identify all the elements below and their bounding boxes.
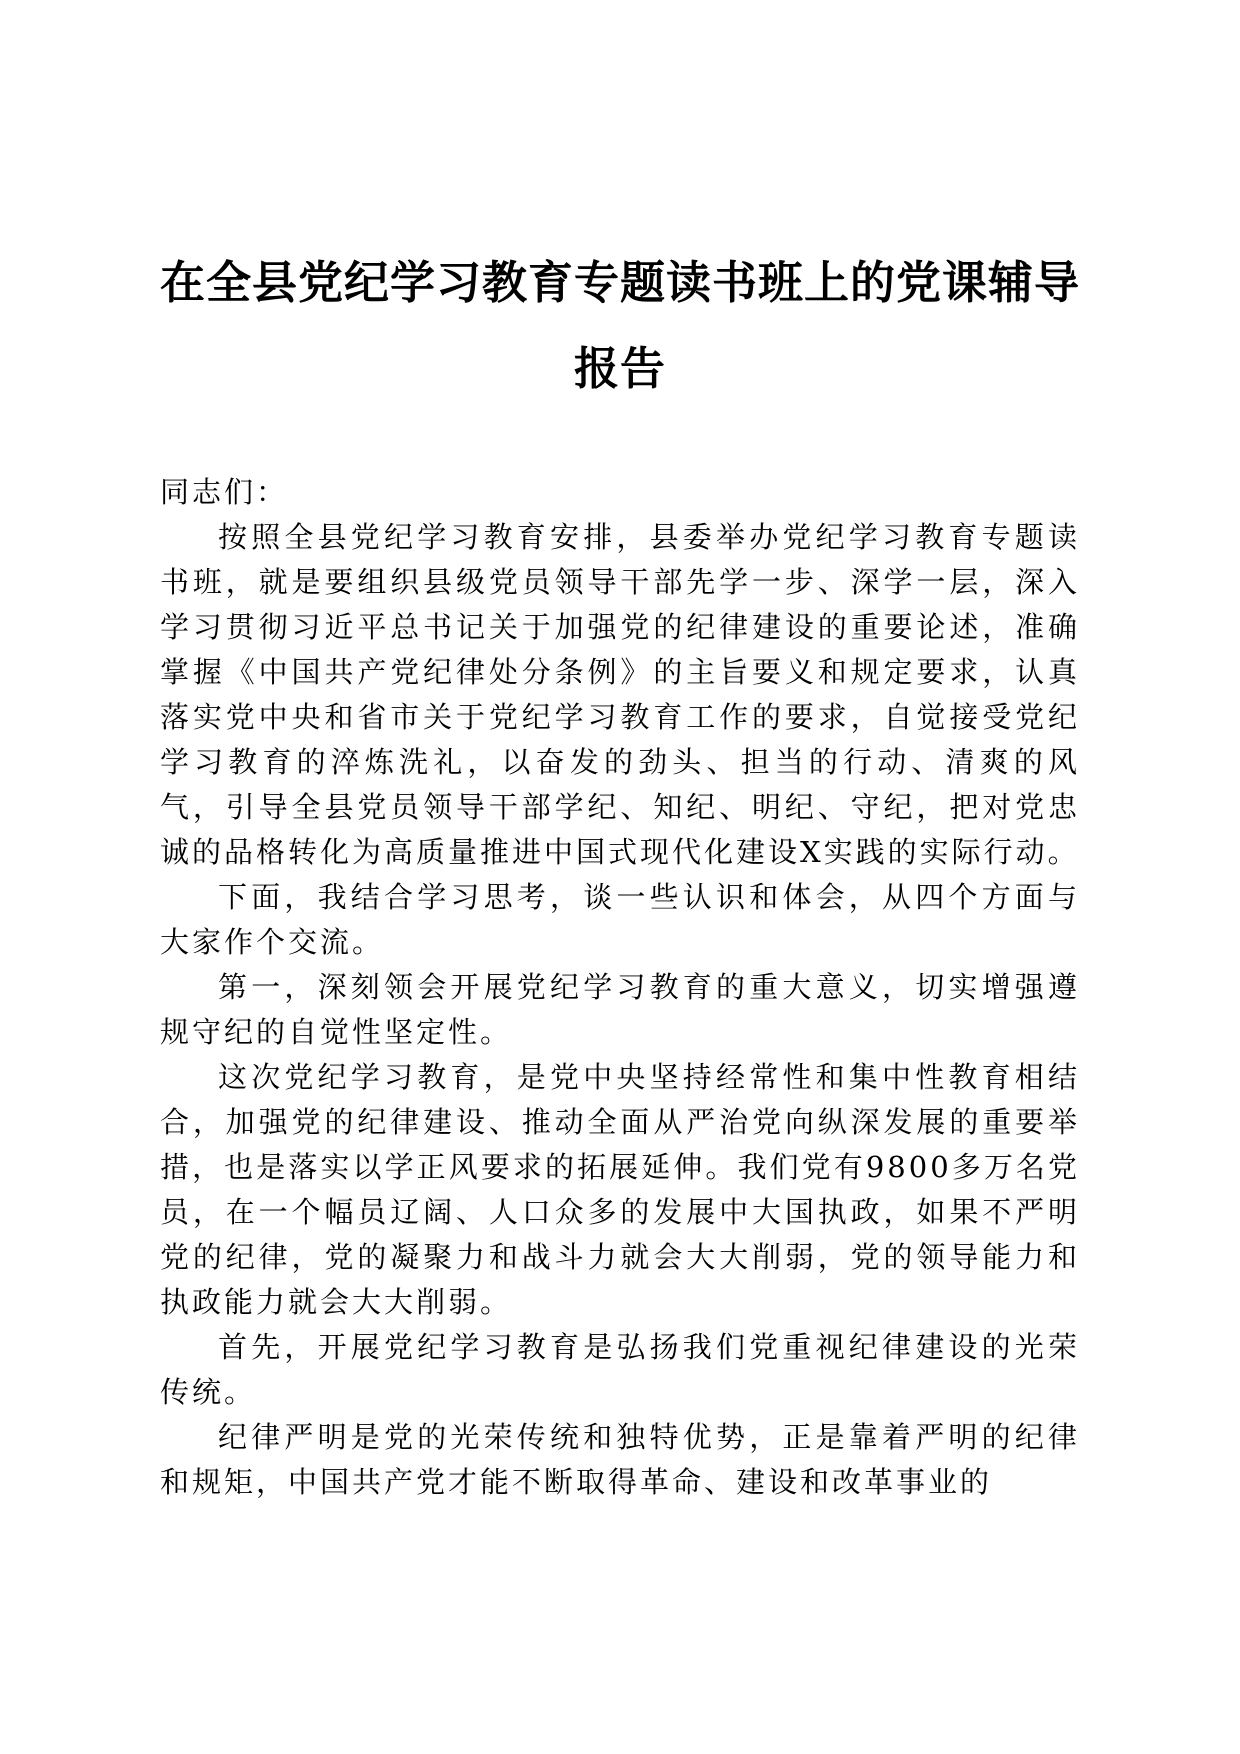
paragraph-3-heading: 第一，深刻领会开展党纪学习教育的重大意义，切实增强遵规守纪的自觉性坚定性。 <box>160 970 1080 1049</box>
paragraph-4: 这次党纪学习教育，是党中央坚持经常性和集中性教育相结合，加强党的纪律建设、推动全面从严治党向纵深发展的重要举措，也是落实以学正风要求的拓展延伸。我们党有9800多万名党员，在一个幅员辽阔、人口众多的发展中大国执政，如果不严明党的纪律，党的凝聚力和战斗力就会大大削弱，党的领导能力和执政能力就会大大削弱。 <box>160 1060 1080 1319</box>
paragraph-1: 按照全县党纪学习教育安排，县委举办党纪学习教育专题读书班，就是要组织县级党员领导干部先学一步、深学一层，深入学习贯彻习近平总书记关于加强党的纪律建设的重要论述，准确掌握《中国共产党纪律处分条例》的主旨要义和规定要求，认真落实党中央和省市关于党纪学习教育工作的要求，自觉接受党纪学习教育的淬炼洗礼，以奋发的劲头、担当的行动、清爽的风气，引导全县党员领导干部学纪、知纪、明纪、守纪，把对党忠诚的品格转化为高质量推进中国式现代化建设X实践的实际行动。 <box>160 520 1080 869</box>
title-line-1: 在全县党纪学习教育专题读书班上的党课辅导 <box>159 256 1080 309</box>
document-title <box>150 240 1090 412</box>
document-body <box>160 470 1080 1505</box>
paragraph-2: 下面，我结合学习思考，谈一些认识和体会，从四个方面与大家作个交流。 <box>160 880 1080 959</box>
paragraph-5-subheading: 首先，开展党纪学习教育是弘扬我们党重视纪律建设的光荣传统。 <box>160 1330 1080 1409</box>
title-line-2: 报告 <box>573 342 666 395</box>
salutation: 同志们： <box>160 475 289 509</box>
paragraph-6: 纪律严明是党的光荣传统和独特优势，正是靠着严明的纪律和规矩，中国共产党才能不断取得革命、建设和改革事业的 <box>160 1420 1080 1499</box>
